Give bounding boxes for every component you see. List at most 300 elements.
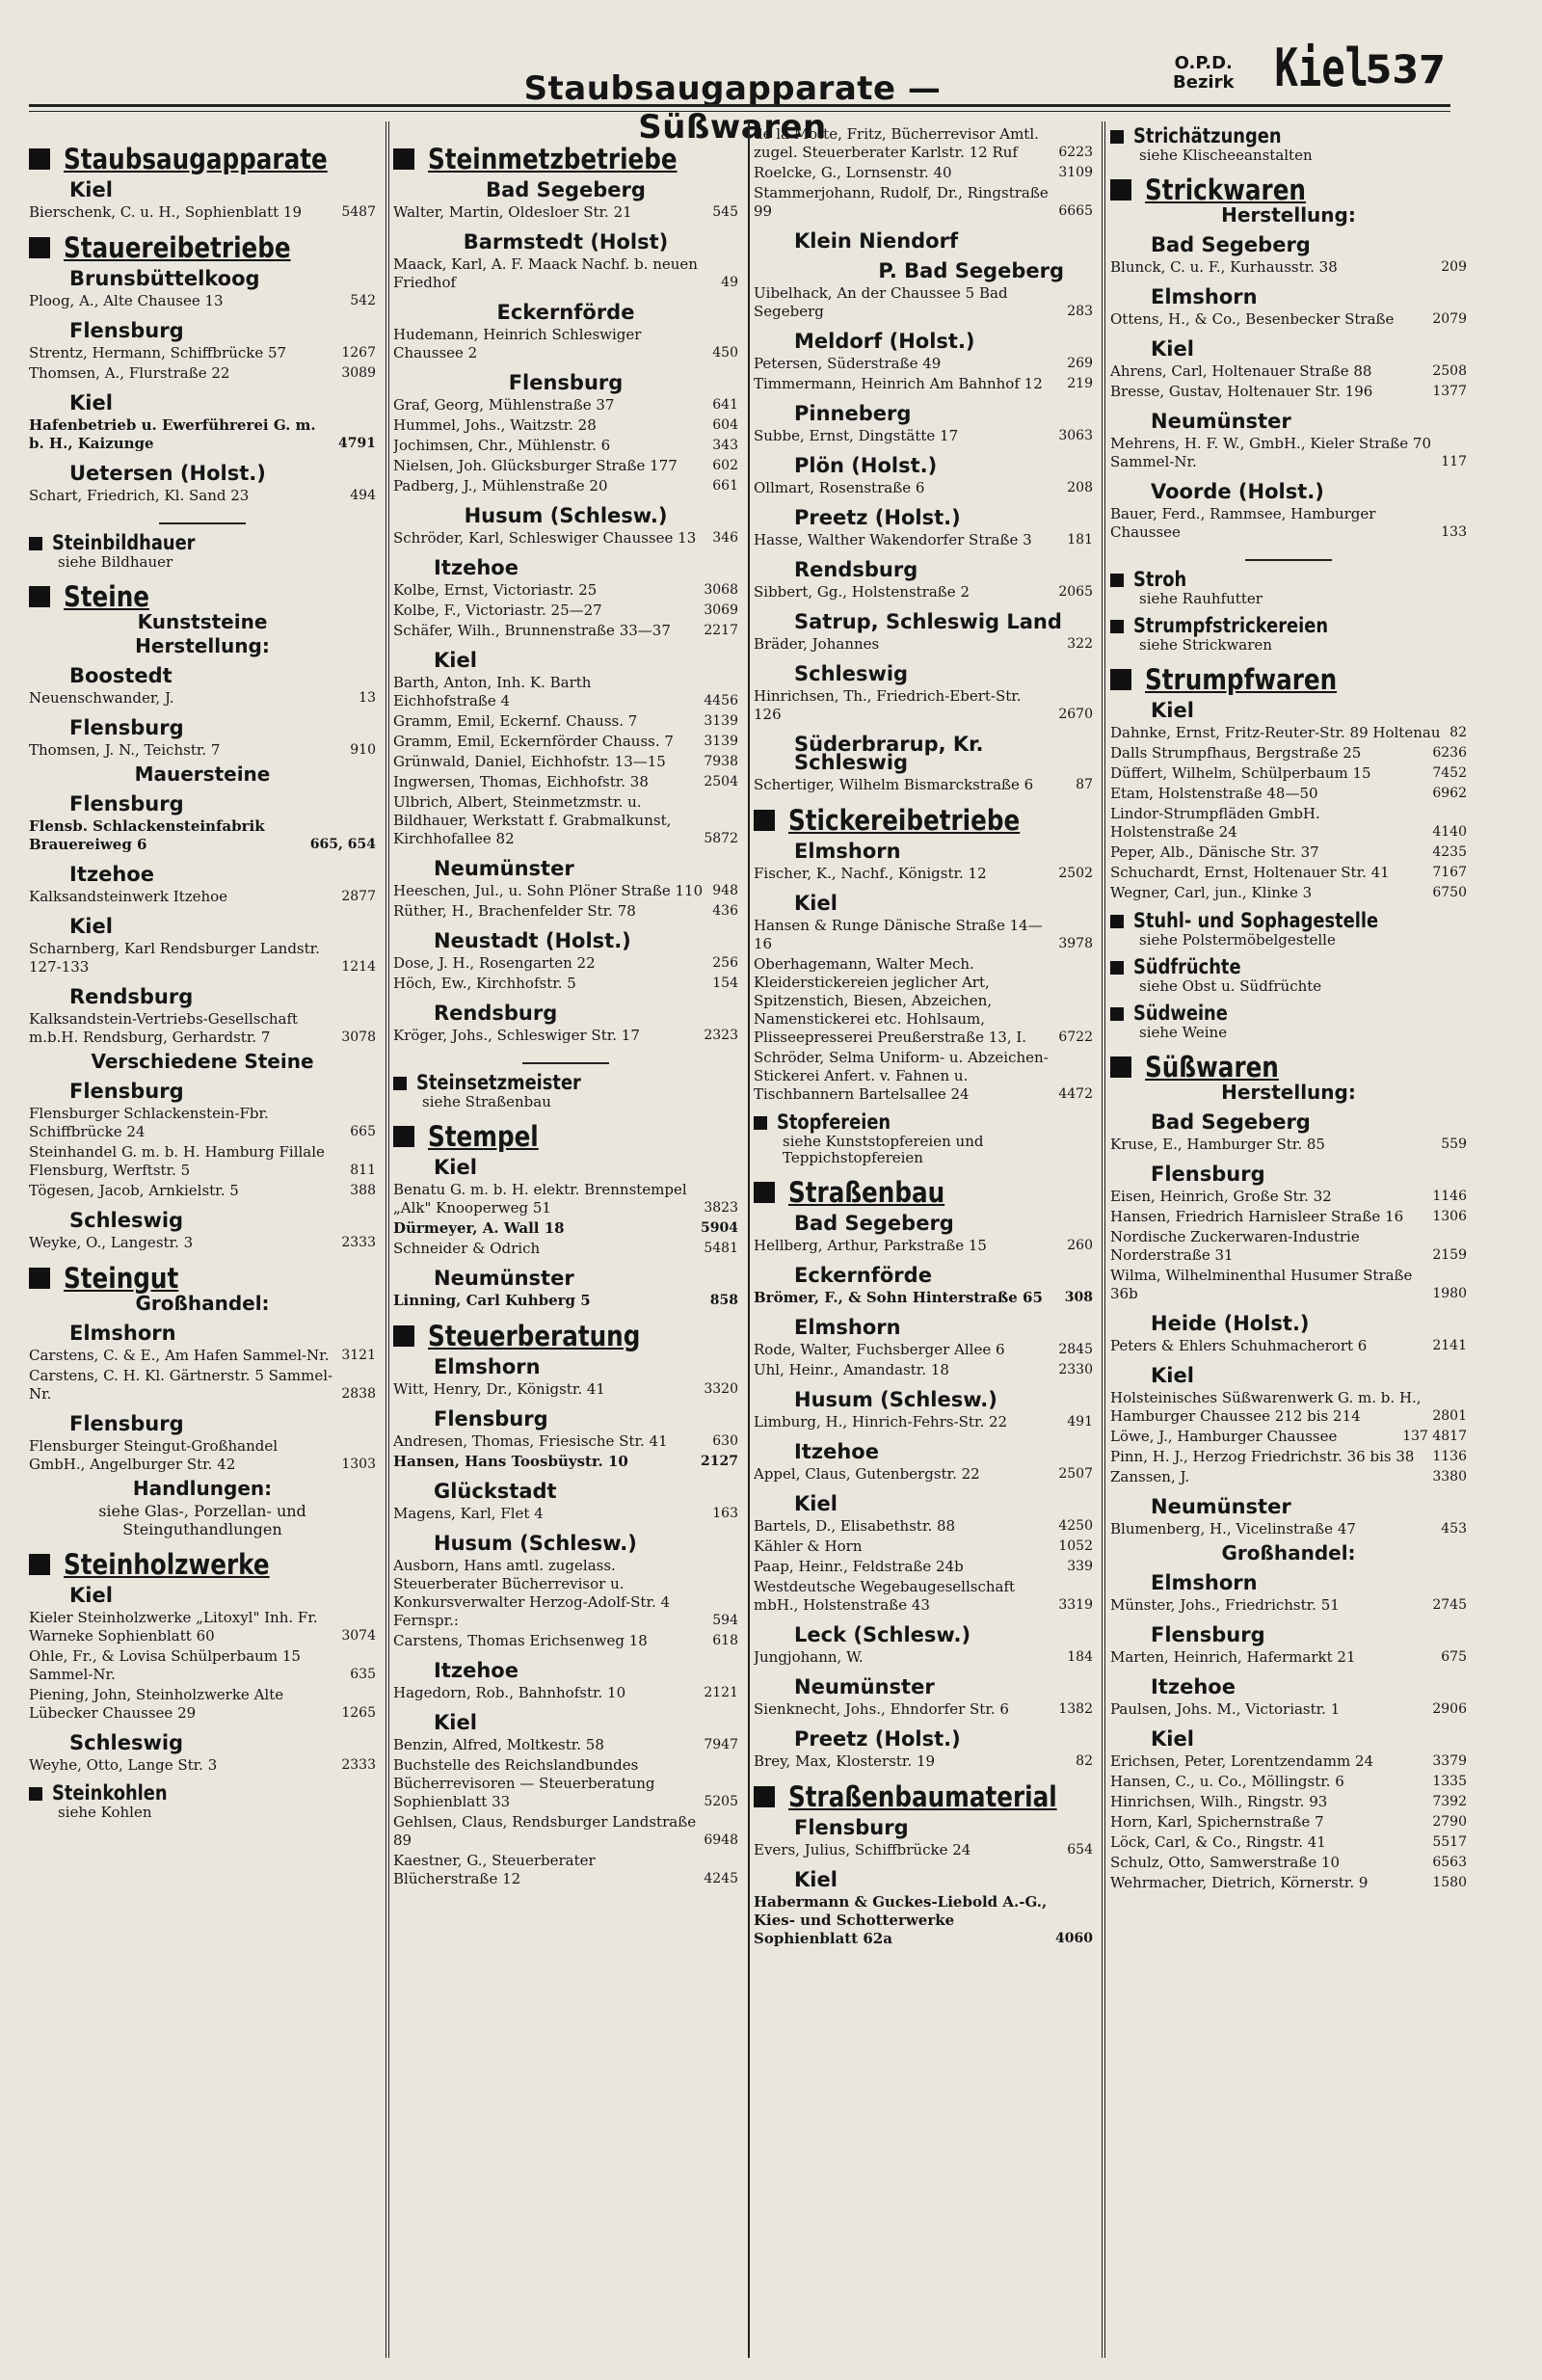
- phone-number: 4250: [1058, 1518, 1093, 1534]
- column-4: [1110, 118, 1467, 2335]
- city-heading: Plön (Holst.): [794, 454, 938, 477]
- square-bullet-icon: [754, 1116, 767, 1130]
- entry-name: Kolbe, Ernst, Victoriastr. 25: [393, 581, 598, 599]
- phone-number: 4472: [1058, 1086, 1093, 1102]
- entry-name: Magens, Karl, Flet 4: [393, 1505, 544, 1522]
- entry-name: Flensburger Steingut-Großhandel GmbH., Angelburger Str. 42: [29, 1437, 279, 1473]
- city-heading: Flensburg: [69, 1080, 184, 1103]
- square-bullet-icon: [1110, 130, 1124, 144]
- entry: [393, 1453, 738, 1471]
- city-heading: Flensburg: [434, 1407, 548, 1431]
- entry-name: Löwe, J., Hamburger Chaussee: [1110, 1428, 1338, 1445]
- phone-number: 163: [712, 1506, 738, 1521]
- city-heading: Itzehoe: [794, 1440, 879, 1463]
- phone-number: 3074: [341, 1628, 376, 1644]
- entry-name: Hansen & Runge Dänische Straße 14—16: [754, 917, 1043, 952]
- entry-name: Paap, Heinr., Feldstraße 24b: [754, 1558, 964, 1575]
- phone-number: 491: [1067, 1414, 1093, 1430]
- phone-number: 82: [1076, 1753, 1093, 1769]
- section-heading: [754, 1110, 1093, 1134]
- phone-number: 5205: [704, 1794, 738, 1809]
- square-bullet-icon: [754, 810, 775, 831]
- entry: [1110, 864, 1467, 882]
- entry: [1110, 362, 1467, 381]
- phone-number: 1335: [1432, 1774, 1467, 1789]
- phone-number: 346: [712, 530, 738, 546]
- entry: [1110, 1752, 1467, 1771]
- section-title: Steine: [64, 579, 149, 613]
- entry-name: Strentz, Hermann, Schiffbrücke 57: [29, 344, 287, 361]
- phone-number: 322: [1067, 636, 1093, 652]
- city-heading: Schleswig: [794, 662, 909, 685]
- phone-number: 154: [712, 976, 738, 991]
- city-heading: Kiel: [1151, 699, 1194, 722]
- phone-number: 436: [712, 903, 738, 919]
- phone-number: 5517: [1432, 1834, 1467, 1850]
- section-heading: [29, 142, 376, 175]
- section-title: Strumpfwaren: [1145, 662, 1338, 696]
- phone-number: 3069: [704, 602, 738, 618]
- city-heading: Kiel: [69, 178, 113, 201]
- city-heading: Klein Niendorf: [794, 229, 959, 253]
- entry: [1110, 1773, 1467, 1791]
- entry: [754, 1517, 1093, 1536]
- square-bullet-icon: [393, 1325, 414, 1347]
- entry-name: Habermann & Guckes-Liebold A.-G., Kies- und Schotterwerke Sophienblatt 62a: [754, 1893, 1048, 1947]
- entry-name: Ulbrich, Albert, Steinmetzmstr. u. Bildhauer, Werkstatt f. Grabmalkunst, Kirchhofallee 82: [393, 793, 672, 847]
- phone-number: 3320: [704, 1381, 738, 1397]
- subheading: Herstellung:: [1221, 203, 1356, 227]
- entry-name: Westdeutsche Wegebaugesellschaft mbH., Holstenstraße 43: [754, 1578, 1016, 1614]
- entry-name: Witt, Henry, Dr., Königstr. 41: [393, 1380, 605, 1398]
- phone-number: 1265: [341, 1705, 376, 1721]
- section-title: Steinkohlen: [52, 1781, 168, 1805]
- column-separator: [1102, 121, 1105, 2358]
- entry: [29, 416, 376, 453]
- entry-name: Ahrens, Carl, Holtenauer Straße 88: [1110, 362, 1372, 380]
- entry: [393, 1380, 738, 1399]
- section-title: Strichätzungen: [1133, 124, 1282, 147]
- city-heading: Elmshorn: [1151, 285, 1258, 308]
- entry: [393, 457, 738, 475]
- entry-name: Ottens, H., & Co., Besenbecker Straße: [1110, 310, 1395, 328]
- phone-number: 3380: [1432, 1469, 1467, 1484]
- page-title: Staubsaugapparate — Süßwaren: [523, 69, 942, 147]
- phone-number: 2790: [1432, 1814, 1467, 1830]
- city-heading: Kiel: [434, 649, 477, 672]
- entry: [29, 1686, 376, 1723]
- entry: [29, 344, 376, 362]
- entry-name: Schulz, Otto, Samwerstraße 10: [1110, 1854, 1341, 1871]
- entry-name: Brey, Max, Klosterstr. 19: [754, 1752, 936, 1770]
- entry-name: Blumenberg, H., Vicelinstraße 47: [1110, 1520, 1356, 1538]
- entry-name: Hafenbetrieb u. Ewerführerei G. m. b. H., Kaizunge: [29, 416, 316, 452]
- city-heading: Meldorf (Holst.): [794, 330, 975, 353]
- entry-name: Stammerjohann, Rudolf, Dr., Ringstraße 99: [754, 184, 1049, 220]
- entry: [393, 1813, 738, 1850]
- phone-number: 2877: [341, 889, 376, 904]
- city-heading: Neumünster: [794, 1675, 935, 1698]
- entry-name: Bresse, Gustav, Holtenauer Str. 196: [1110, 383, 1373, 400]
- phone-number: 3823: [704, 1200, 738, 1216]
- entry: [1110, 1267, 1467, 1303]
- section-heading: [1110, 1050, 1467, 1083]
- phone-number: 3121: [341, 1348, 376, 1363]
- phone-number: 6563: [1432, 1855, 1467, 1870]
- entry: [393, 416, 738, 435]
- phone-number: 665, 654: [309, 837, 376, 852]
- square-bullet-icon: [754, 1786, 775, 1807]
- entry-name: Kolbe, F., Victoriastr. 25—27: [393, 602, 602, 619]
- entry-name: Gehlsen, Claus, Rendsburger Landstraße 89: [393, 1813, 697, 1849]
- subheading: Herstellung:: [135, 634, 270, 657]
- square-bullet-icon: [1110, 915, 1124, 928]
- entry-name: Gramm, Emil, Eckernf. Chauss. 7: [393, 712, 638, 730]
- phone-number: 308: [1064, 1290, 1093, 1305]
- entry: [1110, 1596, 1467, 1615]
- entry-name: Jochimsen, Chr., Mühlenstr. 6: [393, 437, 611, 454]
- entry: [393, 255, 738, 292]
- entry-name: Benzin, Alfred, Moltkestr. 58: [393, 1736, 604, 1753]
- phone-number: 4140: [1432, 824, 1467, 840]
- square-bullet-icon: [393, 1126, 414, 1147]
- entry-name: Schertiger, Wilhelm Bismarckstraße 6: [754, 776, 1034, 793]
- section-heading: [1110, 955, 1467, 978]
- entry-name: Schröder, Karl, Schleswiger Chaussee 13: [393, 529, 697, 547]
- divider: [522, 1062, 609, 1064]
- city-heading: Boostedt: [69, 664, 173, 687]
- square-bullet-icon: [754, 1182, 775, 1203]
- entry: [754, 1578, 1093, 1615]
- entry-name: Hinrichsen, Wilh., Ringstr. 93: [1110, 1793, 1328, 1810]
- section-title: Stopfereien: [777, 1110, 891, 1134]
- phone-number: 594: [712, 1613, 738, 1628]
- phone-number: 2121: [704, 1685, 738, 1700]
- square-bullet-icon: [1110, 1056, 1131, 1078]
- phone-number: 7392: [1432, 1794, 1467, 1809]
- entry-name: Paulsen, Johs. M., Victoriastr. 1: [1110, 1700, 1341, 1718]
- section-title: Steingut: [64, 1261, 179, 1295]
- phone-number: 3063: [1058, 428, 1093, 443]
- phone-number: 2079: [1432, 311, 1467, 327]
- city-heading: Flensburg: [508, 371, 624, 394]
- city-heading: Kiel: [794, 1868, 837, 1891]
- section-heading: [754, 803, 1093, 837]
- entry-name: Blunck, C. u. F., Kurhausstr. 38: [1110, 258, 1338, 276]
- entry-name: Flensb. Schlackensteinfabrik Brauereiweg 6: [29, 817, 265, 853]
- entry-name: Dalls Strumpfhaus, Bergstraße 25: [1110, 744, 1362, 762]
- entry-name: Mehrens, H. F. W., GmbH., Kieler Straße 70 Sammel-Nr.: [1110, 435, 1432, 470]
- entry: [754, 1413, 1093, 1431]
- phone-number: 6948: [704, 1832, 738, 1848]
- entry-name: Marten, Heinrich, Hafermarkt 21: [1110, 1648, 1356, 1666]
- phone-number: 117: [1441, 454, 1467, 469]
- entry-name: Thomsen, J. N., Teichstr. 7: [29, 741, 221, 759]
- city-heading: Glückstadt: [434, 1480, 557, 1503]
- entry-name: Wilma, Wilhelminenthal Husumer Straße 36b: [1110, 1267, 1413, 1302]
- phone-number: 2845: [1058, 1342, 1093, 1357]
- header-rule-thin: [29, 111, 1450, 112]
- entry: [29, 689, 376, 708]
- entry: [29, 1347, 376, 1365]
- phone-number: 3089: [341, 365, 376, 381]
- entry: [754, 427, 1093, 445]
- phone-number: 339: [1067, 1559, 1093, 1574]
- phone-number: 1377: [1432, 384, 1467, 399]
- entry-name: Düffert, Wilhelm, Schülperbaum 15: [1110, 764, 1371, 782]
- entry: [1110, 884, 1467, 902]
- phone-number: 545: [712, 204, 738, 220]
- city-heading: Kiel: [1151, 1727, 1194, 1751]
- entry: [754, 479, 1093, 497]
- section-heading: [1110, 568, 1467, 591]
- entry-name: Schart, Friedrich, Kl. Sand 23: [29, 487, 250, 504]
- entry-name: Hansen, Friedrich Harnisleer Straße 16: [1110, 1208, 1404, 1225]
- entry: [29, 364, 376, 383]
- section-title: Steuerberatung: [428, 1319, 641, 1352]
- square-bullet-icon: [29, 1787, 42, 1801]
- entry-name: Hagedorn, Rob., Bahnhofstr. 10: [393, 1684, 626, 1701]
- city-heading: Kiel: [1151, 1364, 1194, 1387]
- phone-number: 1267: [341, 345, 376, 361]
- entry-name: Carstens, C. H. Kl. Gärtnerstr. 5 Sammel-Nr.: [29, 1367, 333, 1403]
- entry-name: Uibelhack, An der Chaussee 5 Bad Segeberg: [754, 284, 1008, 320]
- entry-name: Hummel, Johs., Waitzstr. 28: [393, 416, 597, 434]
- entry: [29, 817, 376, 854]
- entry: [754, 955, 1093, 1047]
- entry-name: Jungjohann, W.: [754, 1648, 864, 1666]
- section-heading: [393, 1071, 738, 1094]
- phone-number: 4245: [704, 1871, 738, 1886]
- phone-number: 6665: [1058, 203, 1093, 219]
- section-title: Stickereibetriebe: [788, 803, 1021, 837]
- city-heading: Flensburg: [794, 1816, 909, 1839]
- city-heading: Husum (Schlesw.): [464, 504, 668, 527]
- square-bullet-icon: [1110, 669, 1131, 690]
- entry: [29, 1105, 376, 1141]
- entry: [1110, 383, 1467, 401]
- phone-number: 6722: [1058, 1030, 1093, 1045]
- entry: [754, 284, 1093, 321]
- phone-number: 5481: [704, 1241, 738, 1256]
- entry: [393, 529, 738, 548]
- entry-name: Münster, Johs., Friedrichstr. 51: [1110, 1596, 1340, 1614]
- subheading: Kunststeine: [137, 610, 268, 633]
- phone-number: 1136: [1432, 1449, 1467, 1464]
- entry-name: Sienknecht, Johs., Ehndorfer Str. 6: [754, 1700, 1009, 1718]
- entry-name: Roelcke, G., Lornsenstr. 40: [754, 164, 952, 181]
- phone-number: 208: [1067, 480, 1093, 495]
- entry-name: Bauer, Ferd., Rammsee, Hamburger Chaussee: [1110, 505, 1376, 541]
- entry: [393, 1756, 738, 1811]
- entry-name: Kalksandstein-Vertriebs-Gesellschaft m.b.H. Rendsburg, Gerhardstr. 7: [29, 1010, 299, 1046]
- entry: [754, 1841, 1093, 1859]
- entry: [1110, 1813, 1467, 1832]
- entry-name: Maack, Karl, A. F. Maack Nachf. b. neuen Friedhof: [393, 255, 698, 291]
- phone-number: 4456: [704, 693, 738, 709]
- entry: [393, 975, 738, 993]
- entry: [29, 741, 376, 760]
- entry-name: Pinn, H. J., Herzog Friedrichstr. 36 bis 38: [1110, 1448, 1415, 1465]
- entry: [754, 531, 1093, 549]
- section-title: Steinbildhauer: [52, 531, 196, 554]
- square-bullet-icon: [1110, 961, 1124, 975]
- entry-name: Bierschenk, C. u. H., Sophienblatt 19: [29, 203, 303, 221]
- section-heading: [393, 142, 738, 175]
- city-heading: Kiel: [69, 915, 113, 938]
- entry-name: Schäfer, Wilh., Brunnenstraße 33—37: [393, 622, 671, 639]
- entry-name: Nordische Zuckerwaren-Industrie Norderstraße 31: [1110, 1228, 1360, 1264]
- section-heading: [1110, 124, 1467, 147]
- square-bullet-icon: [29, 148, 50, 170]
- phone-number: 219: [1067, 376, 1093, 391]
- phone-number: 602: [712, 458, 738, 473]
- city-name: Kiel: [1274, 38, 1369, 98]
- entry-name: Hansen, Hans Toosbüystr. 10: [393, 1453, 628, 1470]
- entry: [754, 184, 1093, 221]
- entry-name: Schuchardt, Ernst, Holtenauer Str. 41: [1110, 864, 1390, 881]
- entry: [754, 355, 1093, 373]
- entry: [393, 1852, 738, 1888]
- phone-number: 4235: [1432, 844, 1467, 860]
- entry-name: Bartels, D., Elisabethstr. 88: [754, 1517, 956, 1535]
- divider: [159, 522, 246, 524]
- entry-name: Sibbert, Gg., Holstenstraße 2: [754, 583, 970, 601]
- city-heading: Rendsburg: [434, 1002, 558, 1025]
- phone-number: 181: [1067, 532, 1093, 548]
- entry-name: Piening, John, Steinholzwerke Alte Lübecker Chaussee 29: [29, 1686, 284, 1722]
- entry-name: Peters & Ehlers Schuhmacherort 6: [1110, 1337, 1368, 1354]
- phone-number: 494: [350, 488, 376, 503]
- section-heading: [29, 1261, 376, 1295]
- entry-name: Rüther, H., Brachenfelder Str. 78: [393, 902, 636, 920]
- entry-name: Weyhe, Otto, Lange Str. 3: [29, 1756, 218, 1774]
- entry-name: Petersen, Süderstraße 49: [754, 355, 942, 372]
- entry: [1110, 1793, 1467, 1811]
- entry-name: Kalksandsteinwerk Itzehoe: [29, 888, 228, 905]
- city-heading: Preetz (Holst.): [794, 1727, 961, 1751]
- phone-number: 630: [712, 1433, 738, 1449]
- entry-name: Dürmeyer, A. Wall 18: [393, 1219, 565, 1237]
- phone-number: 2745: [1432, 1597, 1467, 1613]
- entry: [29, 1647, 376, 1684]
- entry: [1110, 1648, 1467, 1667]
- entry: [393, 1240, 738, 1258]
- section-title: Straßenbau: [788, 1175, 945, 1209]
- entry-name: Schröder, Selma Uniform- u. Abzeichen-Stickerei Anfert. v. Fahnen u. Tischbannern Bartelsallee 24: [754, 1049, 1049, 1103]
- section-heading: [754, 1779, 1093, 1813]
- entry: [393, 326, 738, 362]
- entry: [29, 487, 376, 505]
- entry: [754, 1361, 1093, 1379]
- entry-name: Kaestner, G., Steuerberater Blücherstraße 12: [393, 1852, 596, 1887]
- entry: [754, 1893, 1093, 1948]
- phone-number: 2333: [341, 1757, 376, 1773]
- city-heading: Itzehoe: [1151, 1675, 1236, 1698]
- entry: [1110, 258, 1467, 277]
- phone-number: 260: [1067, 1238, 1093, 1253]
- entry: [1110, 1389, 1467, 1426]
- entry-name: Bräder, Johannes: [754, 635, 880, 653]
- entry-name: Dahnke, Ernst, Fritz-Reuter-Str. 89 Holtenau: [1110, 724, 1441, 741]
- section-heading: [1110, 614, 1467, 637]
- phone-number: 635: [350, 1667, 376, 1682]
- phone-number: 2330: [1058, 1362, 1093, 1377]
- entry-name: Grünwald, Daniel, Eichhofstr. 13—15: [393, 753, 666, 770]
- entry-name: Brömer, F., & Sohn Hinterstraße 65: [754, 1289, 1043, 1306]
- entry-name: Carstens, Thomas Erichsenweg 18: [393, 1632, 648, 1649]
- phone-number: 1303: [341, 1457, 376, 1472]
- city-heading: Husum (Schlesw.): [794, 1388, 997, 1411]
- entry: [1110, 785, 1467, 803]
- phone-number: 618: [712, 1633, 738, 1648]
- city-heading: Flensburg: [69, 716, 184, 739]
- entry-name: Wegner, Carl, jun., Klinke 3: [1110, 884, 1313, 901]
- phone-number: 3379: [1432, 1753, 1467, 1769]
- section-heading: [754, 1175, 1093, 1209]
- column-separator: [748, 121, 750, 2358]
- entry: [393, 954, 738, 973]
- entry: [1110, 1448, 1467, 1466]
- phone-number: 2323: [704, 1028, 738, 1043]
- entry: [29, 940, 376, 976]
- section-heading: [1110, 909, 1467, 932]
- entry-name: Heeschen, Jul., u. Sohn Plöner Straße 110: [393, 882, 704, 899]
- section-title: Strickwaren: [1145, 173, 1306, 206]
- entry-name: Padberg, J., Mühlenstraße 20: [393, 477, 608, 495]
- entry: [1110, 505, 1467, 542]
- city-heading: Bad Segeberg: [1151, 1110, 1311, 1134]
- entry: [1110, 843, 1467, 862]
- entry-name: Andresen, Thomas, Friesische Str. 41: [393, 1432, 668, 1450]
- city-heading: Bad Segeberg: [794, 1212, 954, 1235]
- entry: [29, 1234, 376, 1252]
- phone-number: 2127: [701, 1454, 738, 1469]
- entry-name: Kruse, E., Hamburger Str. 85: [1110, 1136, 1325, 1153]
- entry: [29, 1010, 376, 1047]
- phone-number: 450: [712, 345, 738, 361]
- entry-name: Lindor-Strumpfläden GmbH. Holstenstraße 24: [1110, 805, 1320, 841]
- phone-number: 388: [350, 1183, 376, 1198]
- section-title: Steinholzwerke: [64, 1547, 270, 1581]
- city-heading: Eckernförde: [794, 1264, 932, 1287]
- entry-name: Uhl, Heinr., Amandastr. 18: [754, 1361, 949, 1378]
- city-heading: Neustadt (Holst.): [434, 929, 631, 952]
- see-reference: siehe Bildhauer: [58, 553, 173, 571]
- square-bullet-icon: [29, 237, 50, 258]
- square-bullet-icon: [1110, 574, 1124, 587]
- phone-number: 2838: [341, 1386, 376, 1402]
- subheading: Großhandel:: [135, 1292, 270, 1315]
- entry-name: Ploog, A., Alte Chausee 13: [29, 292, 224, 309]
- entry: [1110, 724, 1467, 742]
- entry: [393, 1684, 738, 1702]
- entry-name: Horn, Karl, Spichernstraße 7: [1110, 1813, 1324, 1831]
- city-heading: Kiel: [434, 1156, 477, 1179]
- entry: [393, 773, 738, 791]
- city-heading: Husum (Schlesw.): [434, 1532, 637, 1555]
- entry-name: Wehrmacher, Dietrich, Körnerstr. 9: [1110, 1874, 1369, 1891]
- city-heading: Preetz (Holst.): [794, 506, 961, 529]
- see-reference: siehe Rauhfutter: [1139, 590, 1263, 607]
- entry-name: Scharnberg, Karl Rendsburger Landstr. 127-133: [29, 940, 320, 976]
- phone-number: 665: [350, 1124, 376, 1139]
- city-heading: Kiel: [69, 391, 113, 414]
- section-title: Steinsetzmeister: [416, 1071, 581, 1094]
- phone-number: 604: [712, 417, 738, 433]
- city-heading: Barmstedt (Holst): [463, 230, 669, 254]
- entry-name: Kieler Steinholzwerke „Litoxyl" Inh. Fr. Warneke Sophienblatt 60: [29, 1609, 318, 1645]
